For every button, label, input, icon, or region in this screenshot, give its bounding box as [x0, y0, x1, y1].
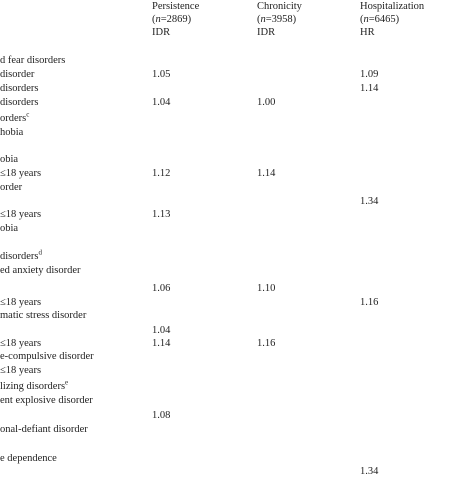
cell-hospitalization: 1.14: [360, 83, 379, 94]
row-label: [0, 364, 41, 377]
cell-hospitalization: 1.34: [360, 196, 379, 207]
row-label-text: disorder: [0, 69, 35, 80]
row-label: [0, 350, 94, 363]
column-title: Chronicity: [257, 1, 302, 12]
column-title: Hospitalization: [360, 1, 425, 12]
cell-persistence: 1.12: [152, 168, 171, 179]
cell-hospitalization: 1.16: [360, 297, 379, 308]
column-metric: IDR: [257, 27, 276, 38]
footnote-marker: e: [65, 378, 69, 387]
row-label-text: onal-defiant disorder: [0, 424, 88, 435]
row-label: [0, 54, 65, 67]
cell-hospitalization: 1.34: [360, 466, 379, 477]
cell-persistence: 1.08: [152, 410, 171, 421]
row-label-text: order: [0, 182, 23, 193]
row-label-text: obia: [0, 223, 19, 234]
row-label: [0, 68, 34, 81]
row-label: [0, 452, 57, 465]
column-header-hospitalization: [360, 0, 424, 39]
row-label-text: ≤18 years: [0, 297, 42, 308]
column-header-chronicity: [257, 0, 302, 39]
column-title: Persistence: [152, 1, 200, 12]
cell-persistence: 1.04: [152, 97, 171, 108]
row-label-text: ≤18 years: [0, 168, 42, 179]
row-label: [0, 96, 39, 109]
cell-hospitalization: 1.09: [360, 69, 379, 80]
row-label-text: ≤18 years: [0, 338, 42, 349]
row-label: [0, 181, 22, 194]
row-label: [0, 337, 41, 350]
column-n: (n=3958): [257, 14, 297, 25]
cell-persistence: 1.13: [152, 209, 171, 220]
cell-persistence: 1.04: [152, 325, 171, 336]
row-label-text: obia: [0, 154, 19, 165]
column-metric: IDR: [152, 27, 171, 38]
row-label: [0, 380, 68, 393]
row-label-text: lizing disorders: [0, 381, 66, 392]
footnote-marker: d: [38, 248, 42, 257]
row-label-text: disorders: [0, 97, 39, 108]
row-label: [0, 296, 41, 309]
row-label: [0, 222, 18, 235]
row-label-text: ed anxiety disorder: [0, 265, 81, 276]
row-label: [0, 153, 18, 166]
column-n: (n=2869): [152, 14, 192, 25]
footnote-marker: c: [26, 110, 30, 119]
column-header-persistence: [152, 0, 199, 39]
row-label: [0, 82, 39, 95]
row-label-text: ≤18 years: [0, 365, 42, 376]
row-label-text: matic stress disorder: [0, 310, 87, 321]
row-label-text: e dependence: [0, 453, 57, 464]
row-label: [0, 394, 93, 407]
row-label-text: disorders: [0, 251, 39, 262]
row-label: [0, 167, 41, 180]
cell-chronicity: 1.14: [257, 168, 276, 179]
row-label-text: ent explosive disorder: [0, 395, 93, 406]
row-label-text: d fear disorders: [0, 55, 66, 66]
row-label: [0, 126, 23, 139]
row-label-text: e-compulsive disorder: [0, 351, 94, 362]
cell-persistence: 1.06: [152, 283, 171, 294]
row-label-text: ≤18 years: [0, 209, 42, 220]
row-label: [0, 250, 42, 263]
cell-chronicity: 1.10: [257, 283, 276, 294]
column-metric: HR: [360, 27, 375, 38]
row-label-text: hobia: [0, 127, 24, 138]
cell-persistence: 1.05: [152, 69, 171, 80]
cell-persistence: 1.14: [152, 338, 171, 349]
row-label: [0, 208, 41, 221]
row-label: [0, 309, 86, 322]
row-label-text: orders: [0, 113, 27, 124]
cell-chronicity: 1.16: [257, 338, 276, 349]
row-label: [0, 423, 88, 436]
column-n: (n=6465): [360, 14, 400, 25]
cell-chronicity: 1.00: [257, 97, 276, 108]
row-label: [0, 264, 80, 277]
row-label-text: disorders: [0, 83, 39, 94]
row-label: [0, 112, 29, 125]
